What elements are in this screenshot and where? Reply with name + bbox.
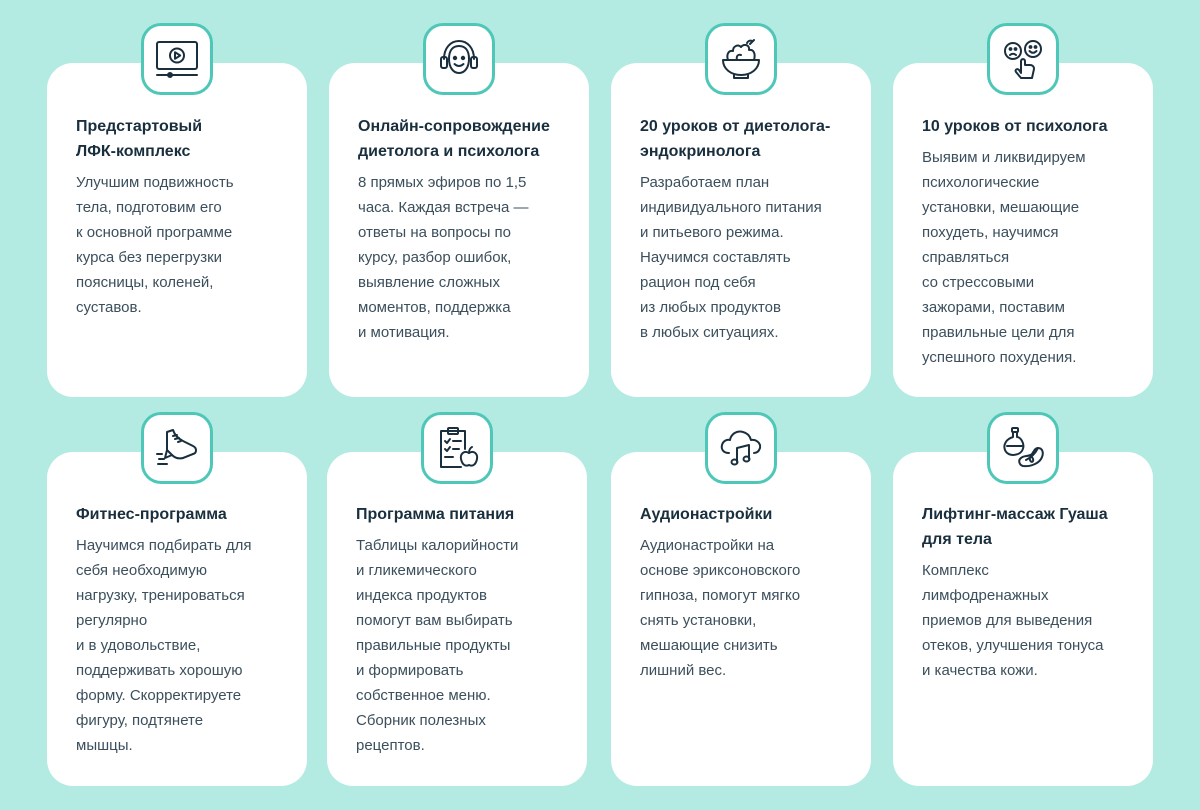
checklist-apple-icon bbox=[421, 412, 493, 484]
card-psychologist-lessons bbox=[893, 63, 1153, 397]
card-title: Программа питания bbox=[356, 506, 515, 523]
cloud-music-icon bbox=[705, 412, 777, 484]
card-title: 10 уроков от психолога bbox=[922, 118, 1108, 135]
headset-person-icon bbox=[423, 23, 495, 95]
card-description: Улучшим подвижность тела, подготовим его к основной программе курса без перегрузки поясницы, коленей, суставов. bbox=[76, 174, 234, 316]
running-shoe-icon bbox=[141, 412, 213, 484]
card-description: 8 прямых эфиров по 1,5 часа. Каждая встреча — ответы на вопросы по курсу, разбор ошибок, выявление сложных моментов, поддержка и мотивация. bbox=[358, 174, 529, 341]
card-description: Аудионастройки на основе эриксоновского гипноза, помогут мягко снять установки, мешающие снизить лишний вес. bbox=[640, 537, 801, 679]
card-description: Комплекс лимфодренажных приемов для выведения отеков, улучшения тонуса и качества кожи. bbox=[922, 562, 1104, 679]
card-fitness bbox=[47, 452, 307, 786]
card-title: Аудионастройки bbox=[640, 506, 773, 523]
card-title: Онлайн-сопровождение диетолога и психолога bbox=[358, 118, 550, 160]
card-description: Таблицы калорийности и гликемического индекса продуктов помогут вам выбирать правильные продукты и формировать собственное меню. Сборник полезных рецептов. bbox=[356, 537, 519, 754]
card-title: Предстартовый ЛФК-комплекс bbox=[76, 118, 203, 160]
salad-bowl-icon bbox=[705, 23, 777, 95]
card-audio bbox=[611, 452, 871, 786]
card-online-support bbox=[329, 63, 589, 397]
gua-sha-oil-icon bbox=[987, 412, 1059, 484]
emoji-choice-icon bbox=[987, 23, 1059, 95]
card-gua-sha bbox=[893, 452, 1153, 786]
card-description: Выявим и ликвидируем психологические установки, мешающие похудеть, научимся справляться со стрессовыми зажорами, поставим правильные цели для успешного похудения. bbox=[922, 149, 1086, 366]
video-player-icon bbox=[141, 23, 213, 95]
card-description: Научимся подбирать для себя необходимую нагрузку, тренироваться регулярно и в удовольствие, поддерживать хорошую форму. Скорректируете фигуру, подтянете мышцы. bbox=[76, 537, 252, 754]
card-dietologist-lessons bbox=[611, 63, 871, 397]
card-nutrition-program bbox=[327, 452, 587, 786]
card-lfk bbox=[47, 63, 307, 397]
card-description: Разработаем план индивидуального питания и питьевого режима. Научимся составлять рацион под себя из любых продуктов в любых ситуациях. bbox=[640, 174, 822, 341]
card-title: Фитнес-программа bbox=[76, 506, 227, 523]
card-title: Лифтинг-массаж Гуаша для тела bbox=[922, 506, 1108, 548]
card-title: 20 уроков от диетолога- эндокринолога bbox=[640, 118, 831, 160]
